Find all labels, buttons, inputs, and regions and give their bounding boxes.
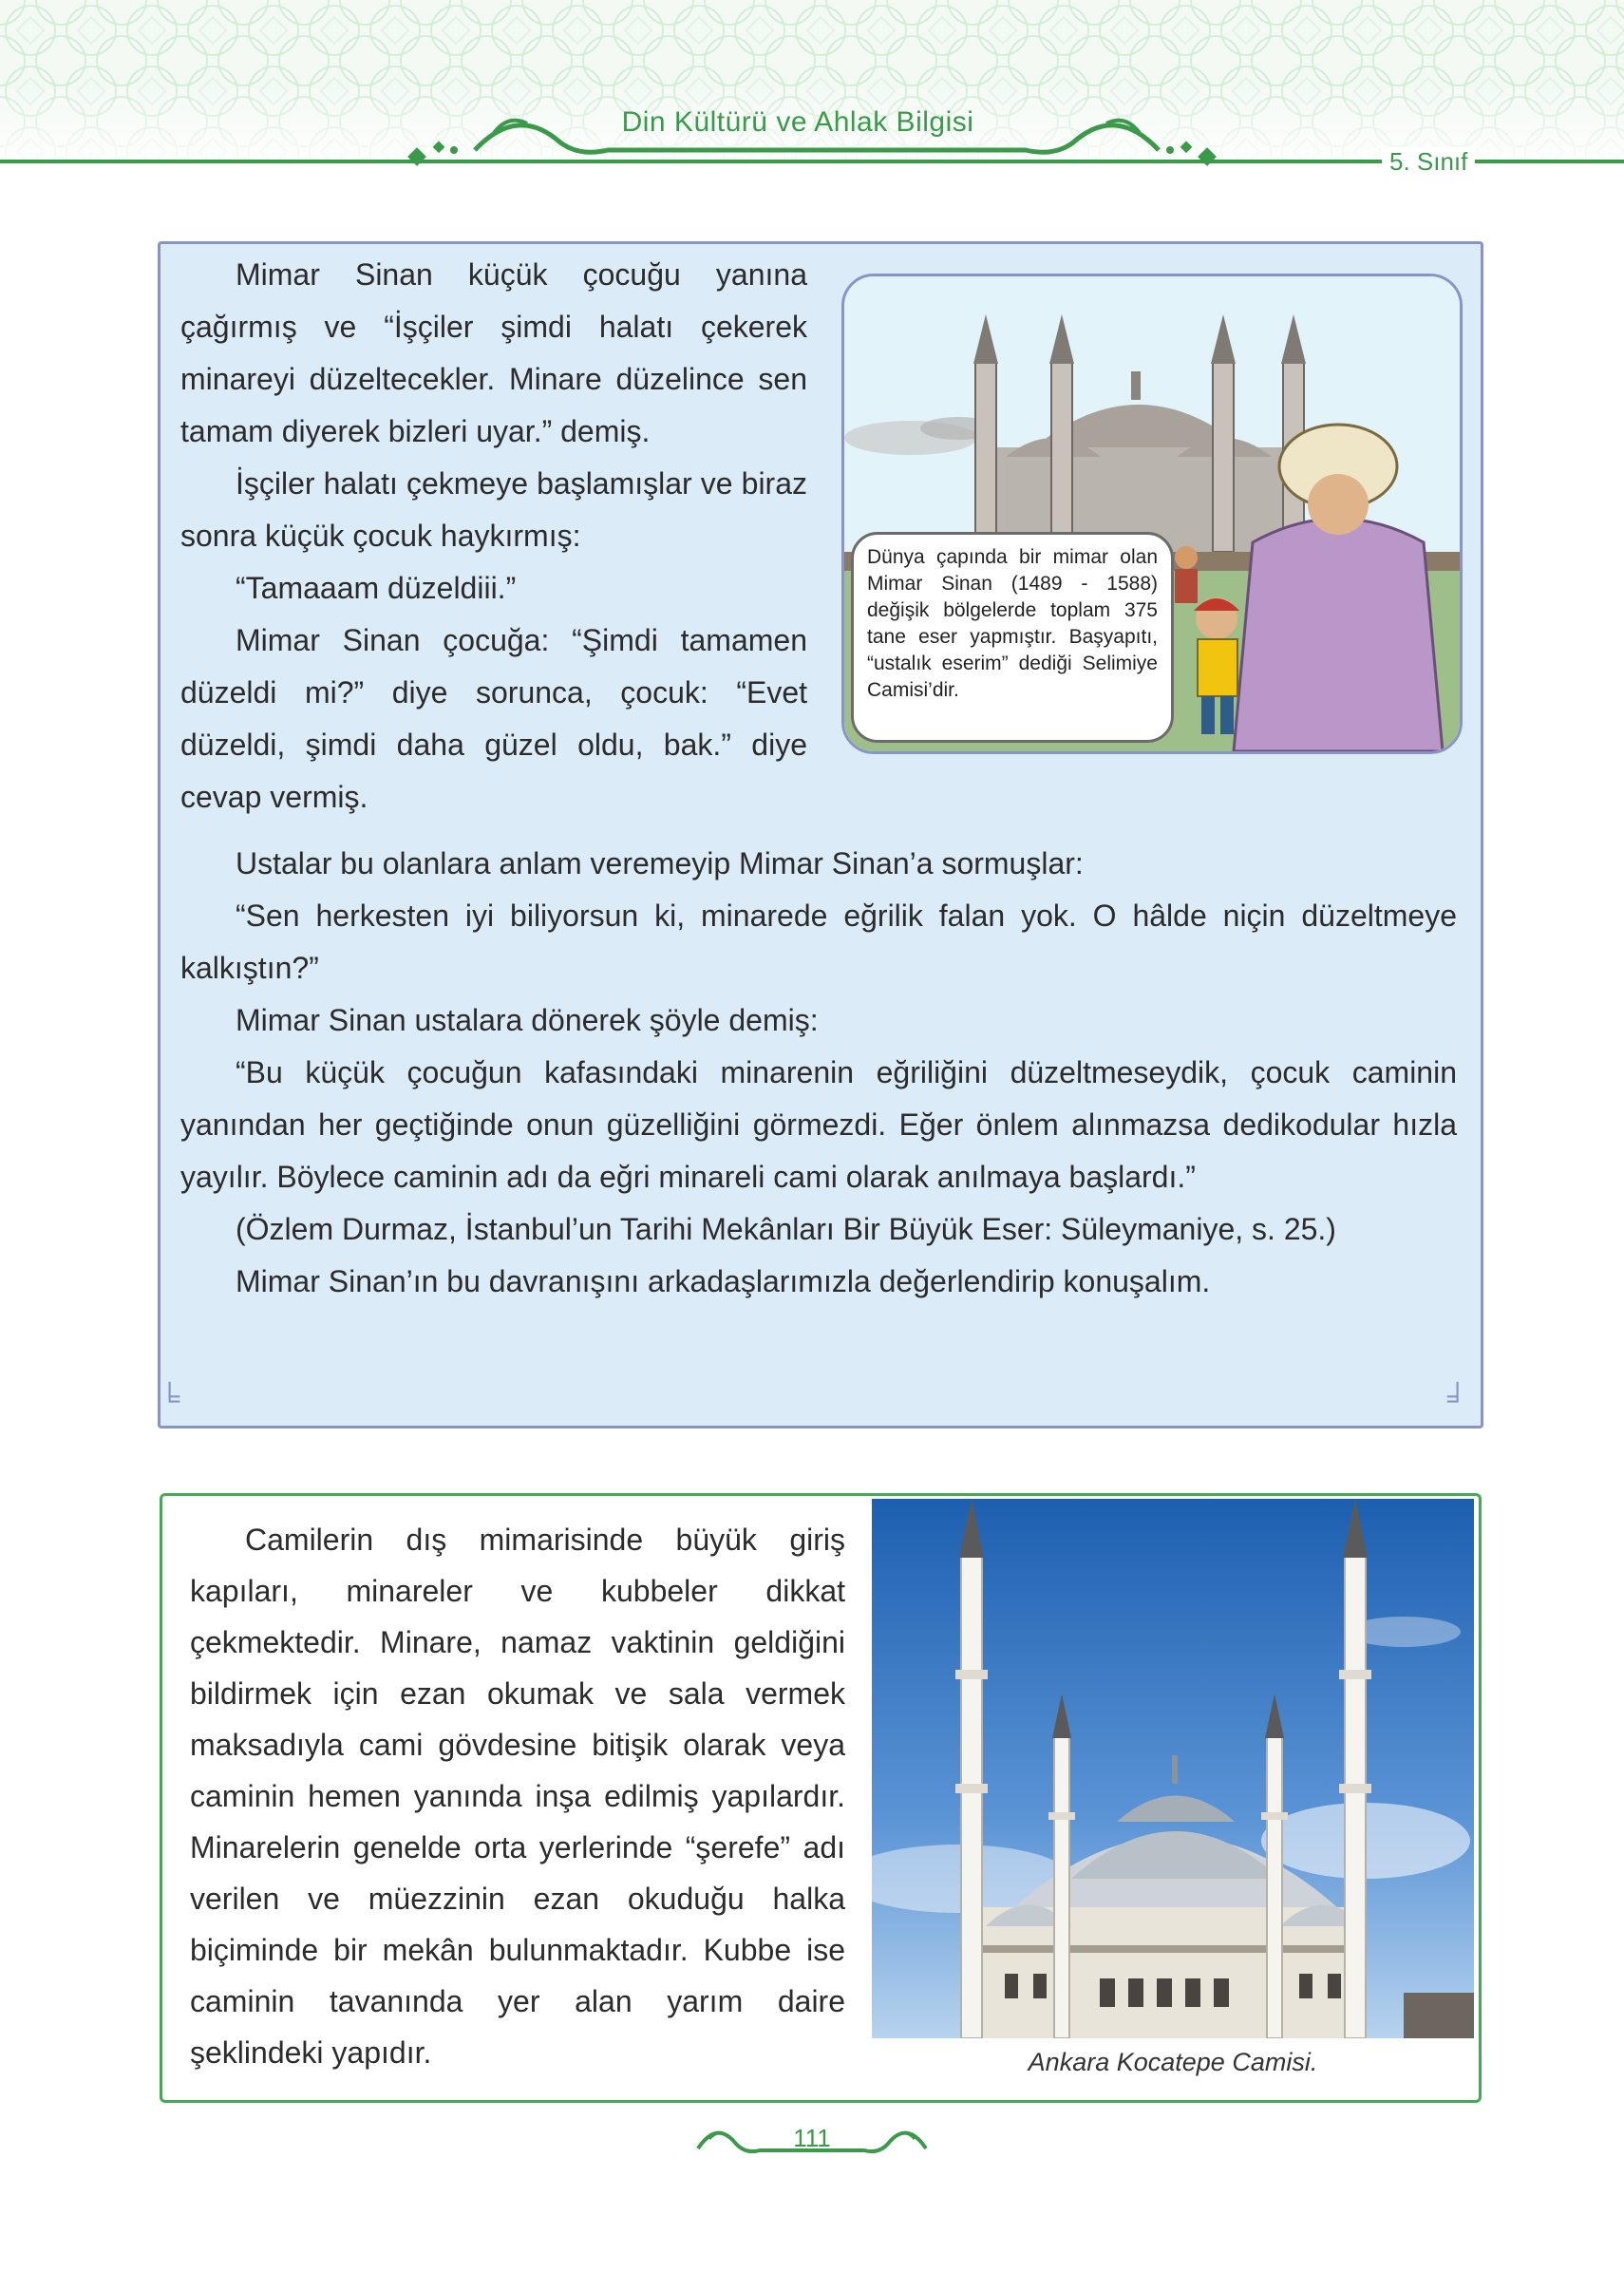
kocatepe-mosque-photo [872,1499,1474,2038]
illustration-caption: Dünya çapında bir mimar olan Mimar Sinan (1489 - 1588) değişik bölgelerde toplam 375 tane eser yapmıştır. Başyapıtı, “ustalık eserim” dediği Selimiye Camisi’dir. [851,532,1174,743]
source-citation: (Özlem Durmaz, İstanbul’un Tarihi Mekânları Bir Büyük Eser: Süleymaniye, s. 25.) [236,1212,1336,1246]
mosque-photo-drawing [872,1499,1474,2038]
story-text-full [180,838,1457,1308]
page-header [0,0,1624,176]
story-question: Mimar Sinan’ın bu davranışını arkadaşlarımızla değerlendirip konuşalım. [236,1264,1211,1298]
header-pattern [0,0,1624,169]
story-paragraph: “Bu küçük çocuğun kafasındaki minarenin eğriliğini düzeltmeseydik, çocuk caminin yanından her geçtiğinde onun güzelliğini görmezdi. Eğer önlem alınmazsa dedikodular hızla yayılır. Böylece caminin adı da eğri minareli cami olarak anılmaya başlardı.” [180,1055,1457,1194]
corner-ornament-left-icon: ╘ [160,1383,180,1414]
mosque-paragraph: Camilerin dış mimarisinde büyük giriş kapıları, minareler ve kubbeler dikkat çekmektedir. Minare, namaz vaktinin geldiğini bildirmek için ezan okumak ve sala vermek maksadıyla cami gövdesine bitişik olarak veya caminin hemen yanında inşa edilmiş yapılardır. Minarelerin genelde orta yerlerinde “şerefe” adı verilen ve müezzinin ezan okuduğu halka biçiminde bir mekân bulunmaktadır. Kubbe ise caminin tavanında yer alan yarım daire şeklindeki yapıdır. [190,1523,845,2070]
header-subject: Din Kültürü ve Ahlak Bilgisi [621,106,974,138]
story-paragraph: “Sen herkesten iyi biliyorsun ki, minarede eğrilik falan yok. O hâlde niçin düzeltmeye kalkıştın?” [180,899,1457,985]
photo-caption: Ankara Kocatepe Camisi. [1028,2048,1318,2076]
story-paragraph: İşçiler halatı çekmeye başlamışlar ve biraz sonra küçük çocuk haykırmış: [180,466,807,553]
story-paragraph: “Tamaaam düzeldiii.” [236,571,517,605]
mosque-description [190,1514,845,2078]
corner-ornament-right-icon: ╛ [1447,1383,1468,1414]
page-number: 111 [793,2124,831,2152]
story-text-top [180,249,807,823]
header-grade: 5. Sınıf [1382,147,1475,177]
story-paragraph: Mimar Sinan çocuğa: “Şimdi tamamen düzeldi mi?” diye sorunca, çocuk: “Evet düzeldi, şimdi daha güzel oldu, bak.” diye cevap vermiş. [180,623,807,814]
story-paragraph: Mimar Sinan ustalara dönerek şöyle demiş: [236,1003,819,1037]
story-paragraph: Ustalar bu olanlara anlam veremeyip Mimar Sinan’a sormuşlar: [236,846,1084,880]
story-paragraph: Mimar Sinan küçük çocuğu yanına çağırmış ve “İşçiler şimdi halatı çekerek minareyi düzeltecekler. Minare düzelince sen tamam diyerek bizleri uyar.” demiş. [180,257,807,448]
